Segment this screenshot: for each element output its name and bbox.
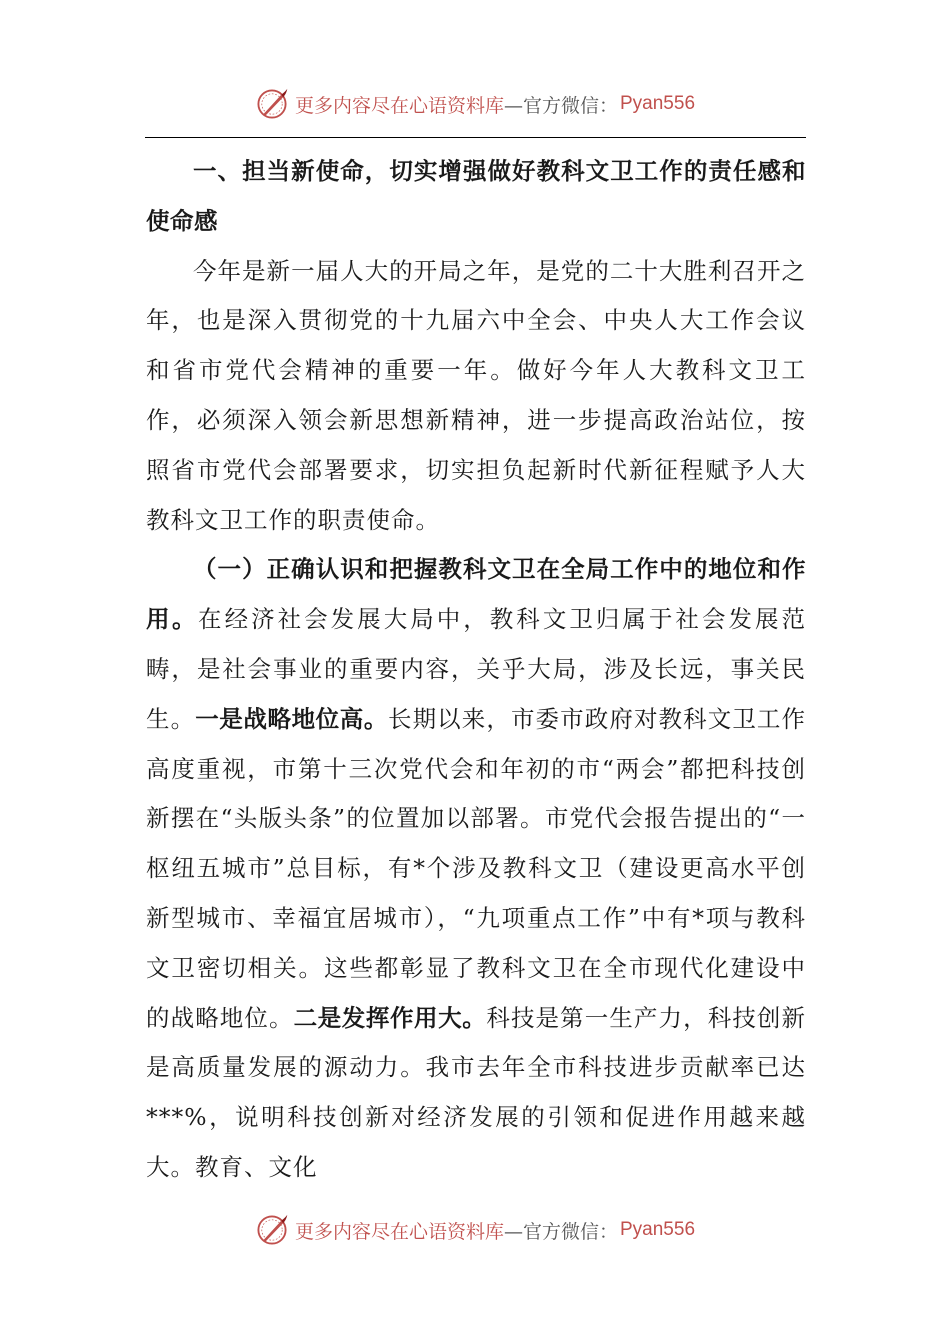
section-heading: 一、担当新使命，切实增强做好教科文卫工作的责任感和使命感 [146, 157, 806, 235]
banner-wechat-id: Pyan556 [620, 1219, 696, 1240]
banner-wechat-id: Pyan556 [620, 93, 696, 114]
document-body [146, 147, 806, 1193]
quill-pen-logo-icon [255, 1213, 289, 1247]
banner-sub-text: —官方微信： [503, 94, 618, 117]
paragraph-subsection [146, 545, 806, 1192]
banner-main-text: 更多内容尽在心语资料库 [294, 94, 504, 117]
point-one-heading: 一是战略地位高。 [195, 704, 388, 733]
header-divider [145, 137, 806, 138]
paragraph-text: 科技是第一生产力，科技创新是高质量发展的源动力。我市去年全市科技进步贡献率已达***%，说明科技创新对经济发展的引领和促进作用越来越大。教育、文化 [146, 1003, 807, 1181]
banner-main-text: 更多内容尽在心语资料库 [294, 1220, 504, 1243]
paragraph-intro: 今年是新一届人大的开局之年，是党的二十大胜利召开之年，也是深入贯彻党的十九届六中全会、中央人大工作会议和省市党代会精神的重要一年。做好今年人大教科文卫工作，必须深入领会新思想新精神，进一步提高政治站位，按照省市党代会部署要求，切实担负起新时代新征程赋予人大教科文卫工作的职责使命。 [146, 256, 806, 534]
banner-sub-text: —官方微信： [503, 1220, 618, 1243]
footer-banner [0, 1210, 950, 1250]
quill-pen-logo-icon [255, 87, 289, 121]
header-banner [0, 84, 950, 124]
paragraph-text: 长期以来，市委市政府对教科文卫工作高度重视，市第十三次党代会和年初的市“两会”都把科技创新摆在“头版头条”的位置加以部署。市党代会报告提出的“一枢纽五城市”总目标，有*个涉及教科文卫（建设更高水平创新型城市、幸福宜居城市），“九项重点工作”中有*项与教科文卫密切相关。这些都彰显了教科文卫在全市现代化建设中的战略地位。 [146, 704, 807, 1032]
point-two-heading: 二是发挥作用大。 [293, 1003, 487, 1032]
subsection-heading: （一）正确认识和把握教科文卫在全局工作中的地位和作用。 [146, 555, 806, 634]
paragraph-text: 在经济社会发展大局中，教科文卫归属于社会发展范畴，是社会事业的重要内容，关乎大局，涉及长远，事关民生。 [146, 605, 807, 733]
